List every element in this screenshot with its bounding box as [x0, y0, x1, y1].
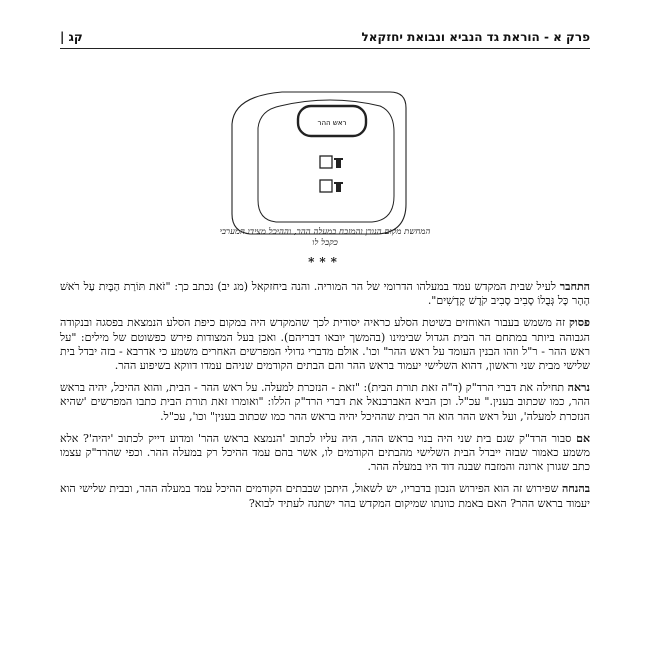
body-text	[60, 280, 590, 519]
section-divider: ***	[308, 255, 342, 269]
paragraph-lead-word: פסוק	[569, 316, 590, 330]
paragraph-lead-word: נראה	[567, 381, 591, 395]
figure-caption: המחשת מקום הגורן והמזבח במעלה ההר, וההיכל מצידו המערבי כקבל לו	[219, 227, 431, 248]
sanctuary-icon	[320, 180, 343, 192]
altar-icon	[320, 156, 343, 168]
paragraph-text: זה משמש בעבור האוחזים בשיטת הסלע כראיה יסודית לכך שהמקדש היה במקום כיפת הסלע הנמצאת בפסגה ובנקודה הגבוהה ביותר במתחם הר הבית הגדול שבימינו (בהמשך יובאו דבריהם). ואכן בעל המצודות פירש כפשוטם של מילים: "על ראש ההר - ר"ל וזהו הבנין העומד על ראש ההר" וכו'. אולם מדברי גדולי המפרשים האחרים משמע כי אדרבא - בזה יבדל בית שלישי מבית שני וראשון, דהוא השלישי יעמוד בראש ההר והם הבתים הקודמים שניהם עמדו דווקא בשיפוע ההר.	[60, 316, 590, 373]
paragraph-text: תחילה את דברי הרד"ק (ד"ה זאת תורת הבית): "זאת - הנזכרת למעלה. על ראש ההר - הבית, והוא ההיכל, יהיה בראש ההר, כמו שכתוב בענין." עכ"ל. וכן הביא האברבנאל את דברי הרד"ק הללו: "ואומרו זאת תורת הבית כתבו המפרשים 'שהיא הנזכרת למעלה', ועל ראש ההר הוא הר הבית שההיכל יהיה בראש ההר כמו שכתוב בענין" וכו', עכ"ל.	[60, 381, 590, 423]
page-number: קג |	[60, 30, 83, 44]
header-rule	[60, 48, 590, 49]
temple-mount-diagram	[210, 84, 440, 244]
paragraph-text: לעיל שבית המקדש עמד במעלהו הדרומי של הר המוריה. והנה ביחזקאל (מג יב) נכתב כך: "זֹאת תּוֹרַת הַבָּיִת עַל רֹאשׁ הָהָר כָּל גְּבֻלוֹ סָבִיב סָבִיב קֹדֶשׁ קָדָשִׁים".	[60, 280, 590, 308]
paragraph-lead-word: התחבר	[559, 280, 590, 293]
paragraph	[60, 432, 590, 475]
paragraph	[60, 280, 590, 308]
paragraph-text: סבור הרד"ק שגם בית שני היה בנוי בראש ההר, היה עליו לכתוב 'הנמצא בראש ההר' ומדוע דייק לכתוב 'יהיה'? אלא משמע כאמור שבזה ייבדל הבית השלישי מהבתים הקודמים לו, אשר בהם עמד ההיכל רק במעלה ההר. וכפי שהרד"ק עצמו כתב שגורן ארונה והמזבח שבנה דוד היו במעלה ההר.	[60, 431, 590, 474]
paragraph-lead-word: אם	[576, 431, 591, 445]
paragraph-lead-word: בהנחה	[561, 482, 590, 496]
summit-label: ראש ההר	[317, 119, 347, 127]
chapter-title: פרק א - הוראת גד הנביא ונבואת יחזקאל	[361, 30, 590, 44]
paragraph-text: שפירוש זה הוא הפירוש הנכון בדבריו, יש לשאול, היתכן שבבתים הקודמים ההיכל עמד במעלה ההר, ובבית שלישי הוא יעמוד בראש ההר? האם באמת כוונתו שמיקום המקדש בהר ישתנה לעתיד לבוא?	[60, 482, 590, 510]
paragraph	[60, 381, 590, 424]
running-header	[60, 28, 590, 50]
paragraph	[60, 316, 590, 373]
paragraph	[60, 482, 590, 510]
